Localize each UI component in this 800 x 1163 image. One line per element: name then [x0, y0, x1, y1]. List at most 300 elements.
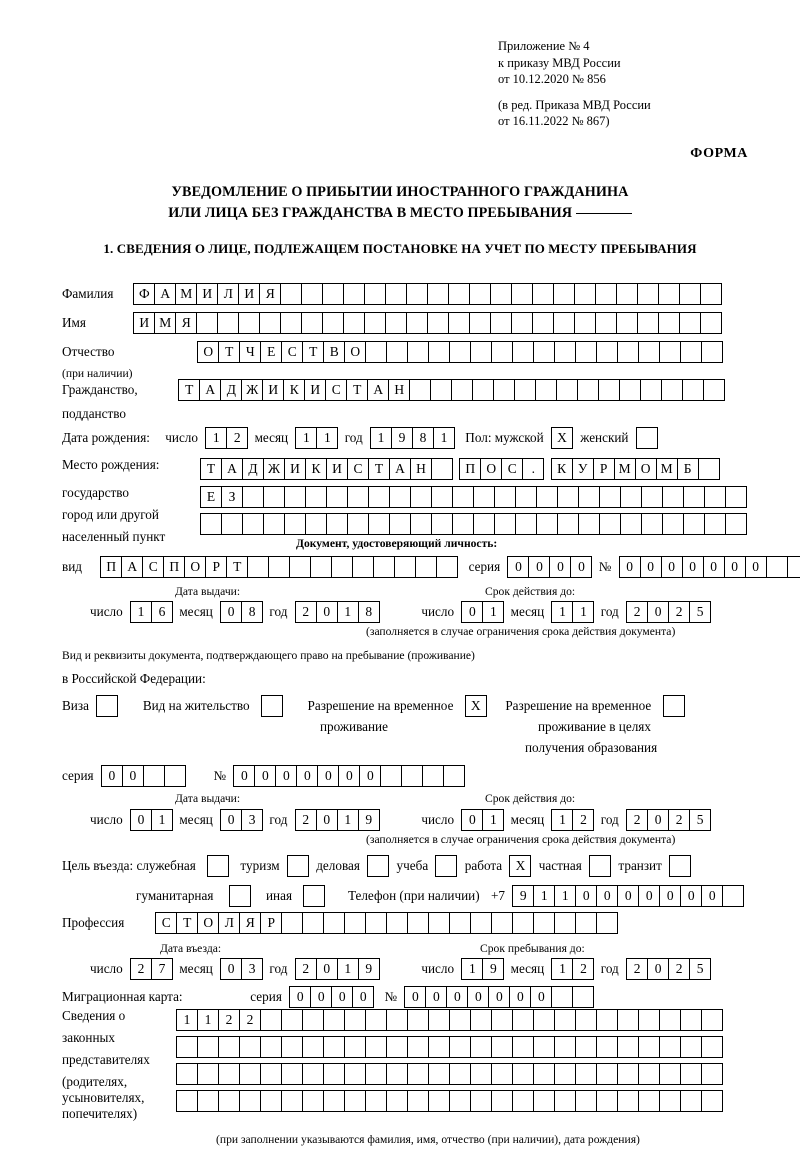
cell[interactable]	[469, 283, 491, 305]
cell[interactable]	[197, 1036, 219, 1058]
cell[interactable]	[427, 312, 449, 334]
cell[interactable]	[428, 341, 450, 363]
cell[interactable]	[143, 765, 165, 787]
cell[interactable]	[512, 1090, 534, 1112]
cell[interactable]: С	[325, 379, 347, 401]
cell[interactable]	[683, 486, 705, 508]
cell[interactable]: П	[459, 458, 481, 480]
cell[interactable]	[407, 1063, 429, 1085]
cell[interactable]	[638, 1009, 660, 1031]
stay-until-year-input[interactable]	[626, 958, 710, 980]
rep-row-4-input[interactable]	[176, 1090, 722, 1112]
identity-issue-month-input[interactable]	[220, 601, 262, 623]
cell[interactable]	[575, 1036, 597, 1058]
cell[interactable]	[469, 312, 491, 334]
cell[interactable]: Т	[176, 912, 198, 934]
cell[interactable]: А	[154, 283, 176, 305]
cell[interactable]	[683, 513, 705, 535]
cell[interactable]	[326, 486, 348, 508]
cell[interactable]: 8	[412, 427, 434, 449]
cell[interactable]	[430, 379, 452, 401]
cell[interactable]	[281, 1009, 303, 1031]
cell[interactable]: 0	[359, 765, 381, 787]
identity-number-input[interactable]	[619, 556, 800, 578]
cell[interactable]	[263, 513, 285, 535]
cell[interactable]: Я	[259, 283, 281, 305]
cell[interactable]	[452, 486, 474, 508]
cell[interactable]	[662, 513, 684, 535]
cell[interactable]	[448, 312, 470, 334]
cell[interactable]: 0	[596, 885, 618, 907]
cell[interactable]	[679, 312, 701, 334]
cell[interactable]: Д	[242, 458, 264, 480]
cell[interactable]: Ч	[239, 341, 261, 363]
cell[interactable]	[242, 513, 264, 535]
cell[interactable]	[533, 341, 555, 363]
cell[interactable]: 2	[626, 601, 648, 623]
cell[interactable]	[347, 513, 369, 535]
cell[interactable]: 9	[512, 885, 534, 907]
birthplace-city-input-3[interactable]	[200, 513, 746, 535]
cell[interactable]	[380, 765, 402, 787]
cell[interactable]: 1	[176, 1009, 198, 1031]
cell[interactable]	[263, 486, 285, 508]
cell[interactable]	[428, 1036, 450, 1058]
cell[interactable]: Т	[368, 458, 390, 480]
cell[interactable]	[557, 513, 579, 535]
cell[interactable]	[616, 312, 638, 334]
cell[interactable]	[406, 312, 428, 334]
entry-month-input[interactable]	[220, 958, 262, 980]
cell[interactable]	[494, 513, 516, 535]
cell[interactable]	[596, 912, 618, 934]
cell[interactable]	[410, 513, 432, 535]
cell[interactable]: 1	[433, 427, 455, 449]
cell[interactable]	[532, 283, 554, 305]
cell[interactable]	[700, 312, 722, 334]
birth-day-input[interactable]	[205, 427, 247, 449]
cell[interactable]	[343, 312, 365, 334]
cell[interactable]	[620, 513, 642, 535]
identity-valid-year-input[interactable]	[626, 601, 710, 623]
cell[interactable]	[385, 312, 407, 334]
cell[interactable]	[394, 556, 416, 578]
purpose-other-checkbox[interactable]	[303, 885, 325, 907]
cell[interactable]: 0	[549, 556, 571, 578]
stay-until-month-input[interactable]	[551, 958, 593, 980]
cell[interactable]: 0	[661, 556, 683, 578]
cell[interactable]: 2	[239, 1009, 261, 1031]
cell[interactable]: Л	[218, 912, 240, 934]
cell[interactable]: Р	[205, 556, 227, 578]
cell[interactable]	[512, 1009, 534, 1031]
cell[interactable]	[207, 855, 229, 877]
cell[interactable]: Н	[388, 379, 410, 401]
cell[interactable]	[722, 885, 744, 907]
cell[interactable]	[638, 1090, 660, 1112]
cell[interactable]	[663, 695, 685, 717]
cell[interactable]	[554, 912, 576, 934]
cell[interactable]	[617, 1090, 639, 1112]
cell[interactable]	[310, 556, 332, 578]
cell[interactable]: Т	[226, 556, 248, 578]
cell[interactable]	[575, 1063, 597, 1085]
cell[interactable]: 5	[689, 809, 711, 831]
cell[interactable]	[470, 1063, 492, 1085]
cell[interactable]: 1	[551, 601, 573, 623]
stay-until-day-input[interactable]	[461, 958, 503, 980]
cell[interactable]	[533, 1063, 555, 1085]
cell[interactable]: Е	[200, 486, 222, 508]
stay-issue-month-input[interactable]	[220, 809, 262, 831]
cell[interactable]	[344, 1090, 366, 1112]
cell[interactable]: 0	[528, 556, 550, 578]
cell[interactable]	[556, 379, 578, 401]
cell[interactable]: В	[323, 341, 345, 363]
cell[interactable]	[268, 556, 290, 578]
cell[interactable]: 0	[701, 885, 723, 907]
sex-male-checkbox[interactable]	[551, 427, 573, 449]
cell[interactable]	[638, 1036, 660, 1058]
cell[interactable]: 2	[295, 601, 317, 623]
cell[interactable]: 0	[425, 986, 447, 1008]
purpose-transit-checkbox[interactable]	[669, 855, 691, 877]
cell[interactable]	[452, 513, 474, 535]
cell[interactable]: Ж	[241, 379, 263, 401]
cell[interactable]	[239, 1036, 261, 1058]
cell[interactable]: X	[509, 855, 531, 877]
cell[interactable]	[491, 1090, 513, 1112]
rep-row-3-input[interactable]	[176, 1063, 722, 1085]
cell[interactable]	[176, 1090, 198, 1112]
cell[interactable]	[575, 341, 597, 363]
cell[interactable]	[703, 379, 725, 401]
cell[interactable]	[281, 1063, 303, 1085]
cell[interactable]: И	[304, 379, 326, 401]
cell[interactable]: О	[197, 912, 219, 934]
cell[interactable]	[302, 912, 324, 934]
cell[interactable]: 2	[668, 601, 690, 623]
cell[interactable]: 1	[337, 809, 359, 831]
cell[interactable]: К	[283, 379, 305, 401]
cell[interactable]: Т	[302, 341, 324, 363]
cell[interactable]: 0	[488, 986, 510, 1008]
cell[interactable]: 0	[680, 885, 702, 907]
purpose-work-checkbox[interactable]	[509, 855, 531, 877]
cell[interactable]	[659, 1063, 681, 1085]
cell[interactable]	[281, 1090, 303, 1112]
cell[interactable]	[410, 486, 432, 508]
cell[interactable]: Н	[410, 458, 432, 480]
cell[interactable]	[435, 855, 457, 877]
cell[interactable]	[515, 513, 537, 535]
cell[interactable]: С	[501, 458, 523, 480]
sex-female-checkbox[interactable]	[636, 427, 658, 449]
cell[interactable]	[575, 1009, 597, 1031]
cell[interactable]	[472, 379, 494, 401]
cell[interactable]	[680, 1063, 702, 1085]
cell[interactable]	[661, 379, 683, 401]
cell[interactable]: 1	[572, 601, 594, 623]
cell[interactable]	[473, 486, 495, 508]
cell[interactable]	[443, 765, 465, 787]
birthplace-country-input[interactable]	[200, 458, 452, 480]
cell[interactable]: .	[522, 458, 544, 480]
cell[interactable]	[365, 341, 387, 363]
cell[interactable]	[322, 312, 344, 334]
cell[interactable]	[164, 765, 186, 787]
cell[interactable]: X	[551, 427, 573, 449]
cell[interactable]	[595, 312, 617, 334]
cell[interactable]: А	[389, 458, 411, 480]
cell[interactable]	[572, 986, 594, 1008]
purpose-study-checkbox[interactable]	[435, 855, 457, 877]
cell[interactable]: Ж	[263, 458, 285, 480]
identity-issue-year-input[interactable]	[295, 601, 379, 623]
cell[interactable]	[323, 1009, 345, 1031]
cell[interactable]	[725, 513, 747, 535]
cell[interactable]: 0	[575, 885, 597, 907]
cell[interactable]: О	[184, 556, 206, 578]
cell[interactable]	[259, 312, 281, 334]
cell[interactable]	[364, 312, 386, 334]
cell[interactable]: К	[551, 458, 573, 480]
cell[interactable]	[96, 695, 118, 717]
cell[interactable]: З	[221, 486, 243, 508]
identity-valid-day-input[interactable]	[461, 601, 503, 623]
cell[interactable]: 0	[404, 986, 426, 1008]
cell[interactable]	[436, 556, 458, 578]
cell[interactable]: 1	[370, 427, 392, 449]
cell[interactable]	[197, 1063, 219, 1085]
cell[interactable]: И	[238, 283, 260, 305]
cell[interactable]	[641, 486, 663, 508]
cell[interactable]	[407, 912, 429, 934]
cell[interactable]: 0	[647, 958, 669, 980]
cell[interactable]	[578, 513, 600, 535]
cell[interactable]	[490, 312, 512, 334]
cell[interactable]: М	[656, 458, 678, 480]
cell[interactable]: 2	[130, 958, 152, 980]
cell[interactable]	[401, 765, 423, 787]
cell[interactable]	[331, 556, 353, 578]
cell[interactable]	[704, 513, 726, 535]
cell[interactable]	[637, 283, 659, 305]
cell[interactable]	[344, 1036, 366, 1058]
cell[interactable]	[512, 1036, 534, 1058]
cell[interactable]: О	[635, 458, 657, 480]
cell[interactable]	[229, 885, 251, 907]
cell[interactable]: 0	[317, 765, 339, 787]
stay-series-input[interactable]	[101, 765, 185, 787]
cell[interactable]: 2	[626, 958, 648, 980]
purpose-humanitarian-checkbox[interactable]	[229, 885, 251, 907]
cell[interactable]	[491, 1063, 513, 1085]
cell[interactable]	[596, 1009, 618, 1031]
cell[interactable]	[641, 513, 663, 535]
cell[interactable]: 1	[151, 809, 173, 831]
cell[interactable]	[385, 283, 407, 305]
cell[interactable]: 0	[130, 809, 152, 831]
cell[interactable]	[511, 312, 533, 334]
cell[interactable]: М	[175, 283, 197, 305]
cell[interactable]	[217, 312, 239, 334]
stay-valid-month-input[interactable]	[551, 809, 593, 831]
cell[interactable]: 9	[482, 958, 504, 980]
cell[interactable]	[239, 1090, 261, 1112]
cell[interactable]	[344, 1009, 366, 1031]
cell[interactable]	[574, 312, 596, 334]
cell[interactable]: 2	[572, 809, 594, 831]
cell[interactable]	[386, 1036, 408, 1058]
cell[interactable]	[260, 1036, 282, 1058]
cell[interactable]	[596, 1063, 618, 1085]
cell[interactable]	[347, 486, 369, 508]
patronymic-input[interactable]	[197, 341, 722, 363]
stay-issue-day-input[interactable]	[130, 809, 172, 831]
cell[interactable]	[704, 486, 726, 508]
cell[interactable]: 9	[358, 809, 380, 831]
purpose-tourism-checkbox[interactable]	[287, 855, 309, 877]
cell[interactable]: 0	[446, 986, 468, 1008]
cell[interactable]	[619, 379, 641, 401]
cell[interactable]	[449, 1063, 471, 1085]
cell[interactable]: А	[221, 458, 243, 480]
cell[interactable]	[389, 486, 411, 508]
cell[interactable]	[470, 1009, 492, 1031]
cell[interactable]	[367, 855, 389, 877]
cell[interactable]	[599, 486, 621, 508]
cell[interactable]	[575, 1090, 597, 1112]
cell[interactable]	[659, 1036, 681, 1058]
cell[interactable]: Л	[217, 283, 239, 305]
cell[interactable]	[428, 1063, 450, 1085]
cell[interactable]	[557, 486, 579, 508]
cell[interactable]	[428, 1009, 450, 1031]
cell[interactable]	[449, 341, 471, 363]
cell[interactable]	[617, 1036, 639, 1058]
cell[interactable]: 0	[617, 885, 639, 907]
cell[interactable]: 9	[358, 958, 380, 980]
cell[interactable]	[365, 1009, 387, 1031]
cell[interactable]: 2	[572, 958, 594, 980]
cell[interactable]	[386, 1063, 408, 1085]
cell[interactable]	[303, 885, 325, 907]
identity-valid-month-input[interactable]	[551, 601, 593, 623]
cell[interactable]	[407, 1036, 429, 1058]
cell[interactable]	[599, 513, 621, 535]
cell[interactable]	[305, 486, 327, 508]
cell[interactable]	[242, 486, 264, 508]
cell[interactable]: Е	[260, 341, 282, 363]
cell[interactable]	[422, 765, 444, 787]
cell[interactable]	[407, 1090, 429, 1112]
cell[interactable]	[280, 312, 302, 334]
cell[interactable]: 0	[461, 601, 483, 623]
birth-year-input[interactable]	[370, 427, 454, 449]
cell[interactable]: И	[326, 458, 348, 480]
cell[interactable]	[659, 1009, 681, 1031]
cell[interactable]: 8	[241, 601, 263, 623]
cell[interactable]	[470, 1036, 492, 1058]
cell[interactable]	[512, 912, 534, 934]
cell[interactable]: 0	[316, 601, 338, 623]
cell[interactable]	[352, 556, 374, 578]
cell[interactable]	[491, 341, 513, 363]
cell[interactable]	[638, 1063, 660, 1085]
cell[interactable]	[451, 379, 473, 401]
cell[interactable]: 0	[530, 986, 552, 1008]
purpose-business-checkbox[interactable]	[367, 855, 389, 877]
cell[interactable]	[574, 283, 596, 305]
cell[interactable]: 0	[745, 556, 767, 578]
cell[interactable]	[680, 1009, 702, 1031]
cell[interactable]	[701, 1063, 723, 1085]
cell[interactable]	[428, 912, 450, 934]
cell[interactable]: 3	[241, 809, 263, 831]
cell[interactable]: 0	[352, 986, 374, 1008]
cell[interactable]	[553, 312, 575, 334]
name-input[interactable]	[133, 312, 721, 334]
cell[interactable]: 1	[316, 427, 338, 449]
cell[interactable]	[533, 1009, 555, 1031]
cell[interactable]	[301, 312, 323, 334]
cell[interactable]: 5	[689, 601, 711, 623]
cell[interactable]	[302, 1090, 324, 1112]
cell[interactable]	[247, 556, 269, 578]
birthplace-settlement-type-input[interactable]	[459, 458, 543, 480]
cell[interactable]	[554, 341, 576, 363]
cell[interactable]	[386, 1090, 408, 1112]
cell[interactable]: 1	[551, 958, 573, 980]
cell[interactable]	[514, 379, 536, 401]
cell[interactable]	[701, 1090, 723, 1112]
cell[interactable]	[701, 1009, 723, 1031]
cell[interactable]	[197, 1090, 219, 1112]
entry-day-input[interactable]	[130, 958, 172, 980]
cell[interactable]	[284, 513, 306, 535]
cell[interactable]: 0	[316, 809, 338, 831]
cell[interactable]: Д	[220, 379, 242, 401]
cell[interactable]: С	[347, 458, 369, 480]
cell[interactable]	[470, 912, 492, 934]
cell[interactable]: 2	[626, 809, 648, 831]
cell[interactable]	[662, 486, 684, 508]
cell[interactable]: К	[305, 458, 327, 480]
cell[interactable]: 2	[668, 958, 690, 980]
cell[interactable]: Б	[677, 458, 699, 480]
cell[interactable]: 7	[151, 958, 173, 980]
birthplace-city-input-2[interactable]	[200, 486, 746, 508]
cell[interactable]	[200, 513, 222, 535]
cell[interactable]: 0	[724, 556, 746, 578]
cell[interactable]	[658, 283, 680, 305]
cell[interactable]	[553, 283, 575, 305]
cell[interactable]	[598, 379, 620, 401]
cell[interactable]: М	[614, 458, 636, 480]
cell[interactable]: П	[163, 556, 185, 578]
surname-input[interactable]	[133, 283, 721, 305]
cell[interactable]	[386, 1009, 408, 1031]
cell[interactable]	[701, 341, 723, 363]
cell[interactable]	[554, 1009, 576, 1031]
cell[interactable]	[365, 1090, 387, 1112]
cell[interactable]: О	[197, 341, 219, 363]
cell[interactable]: И	[262, 379, 284, 401]
cell[interactable]	[578, 486, 600, 508]
citizenship-input[interactable]	[178, 379, 724, 401]
cell[interactable]: Я	[239, 912, 261, 934]
